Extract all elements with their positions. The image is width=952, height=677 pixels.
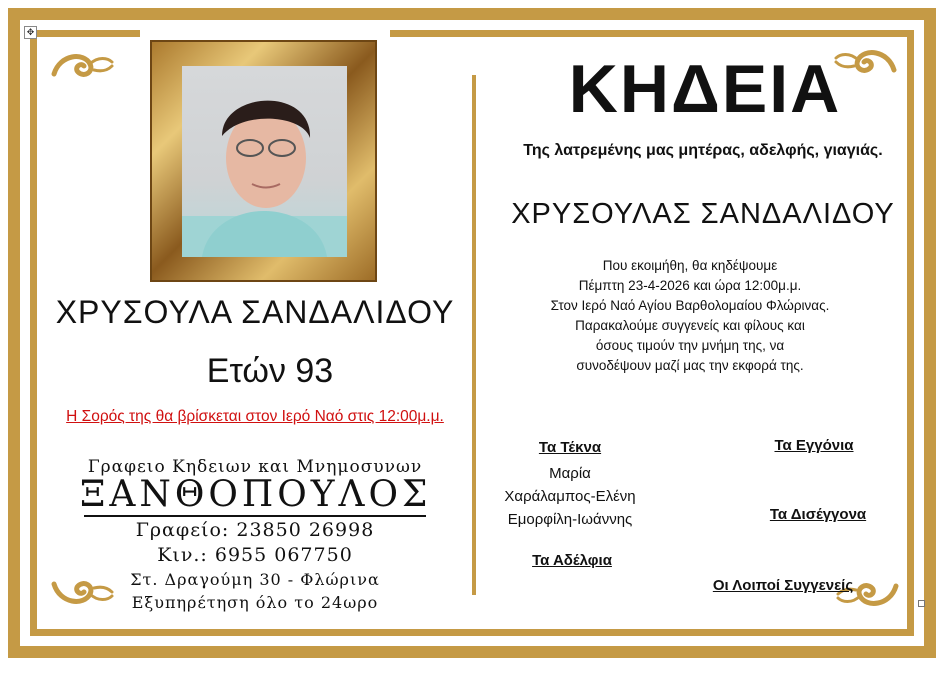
age: Ετών 93 [206, 352, 334, 390]
great-grandchildren-heading: Τα Δισέγγονα [769, 506, 867, 523]
announcement-line: Παρακαλούμε συγγενείς και φίλους και [575, 318, 805, 333]
relatives-heading: Οι Λοιποί Συγγενείς [712, 577, 854, 594]
deceased-name: ΧΡΥΣΟΥΛΑ ΣΑΝΔΑΛΙΔΟΥ [55, 294, 455, 330]
children-list [480, 462, 660, 531]
agency-service-hours: Εξυπηρέτηση όλο το 24ωρο [131, 593, 379, 612]
viewing-notice: Η Σορός της θα βρίσκεται στον Ιερό Ναό στις 12:00μ.μ. [66, 408, 444, 425]
agency-underline [84, 515, 426, 517]
announcement-line: συνοδέψουν μαζί μας την εκφορά της. [576, 358, 804, 373]
grandchildren-heading: Τα Εγγόνια [774, 437, 854, 454]
portrait-photo [182, 66, 347, 257]
ornament-swirl-icon [50, 48, 116, 82]
child-name: Εμορφίλη-Ιωάννης [507, 511, 633, 528]
resize-handle-icon[interactable] [918, 600, 925, 607]
funeral-announcement [490, 256, 890, 376]
children-heading: Τα Τέκνα [538, 439, 602, 456]
siblings-heading: Τα Αδέλφια [532, 552, 612, 569]
announcement-line: Πέμπτη 23-4-2026 και ώρα 12:00μ.μ. [578, 278, 802, 293]
agency-address: Στ. Δραγούμη 30 - Φλώρινα [130, 570, 380, 589]
funeral-deceased-name: ΧΡΥΣΟΥΛΑΣ ΣΑΝΔΑΛΙΔΟΥ [511, 198, 895, 230]
funeral-subtitle: Της λατρεμένης μας μητέρας, αδελφής, γιαγιάς. [523, 142, 883, 159]
agency-name: ΞΑΝΘΟΠΟΥΛΟΣ [80, 474, 432, 515]
frame-gap [140, 28, 390, 40]
move-handle-icon[interactable]: ✥ [24, 26, 37, 39]
center-divider [472, 75, 476, 595]
child-name: Χαράλαμπος-Ελένη [504, 488, 636, 505]
child-name: Μαρία [549, 465, 591, 482]
agency-mobile-phone: Κιν.: 6955 067750 [157, 544, 353, 566]
funeral-title: ΚΗΔΕΙΑ [568, 51, 842, 127]
announcement-line: Που εκοιμήθη, θα κηδέψουμε [602, 258, 778, 273]
announcement-line: Στον Ιερό Ναό Αγίου Βαρθολομαίου Φλώρινας. [550, 298, 830, 313]
announcement-line: όσους τιμούν την μνήμη της, να [595, 338, 785, 353]
agency-office-phone: Γραφείο: 23850 26998 [135, 519, 375, 541]
agency-tagline: Γραφειο Κηδειων και Μνημοσυνων [87, 457, 423, 477]
